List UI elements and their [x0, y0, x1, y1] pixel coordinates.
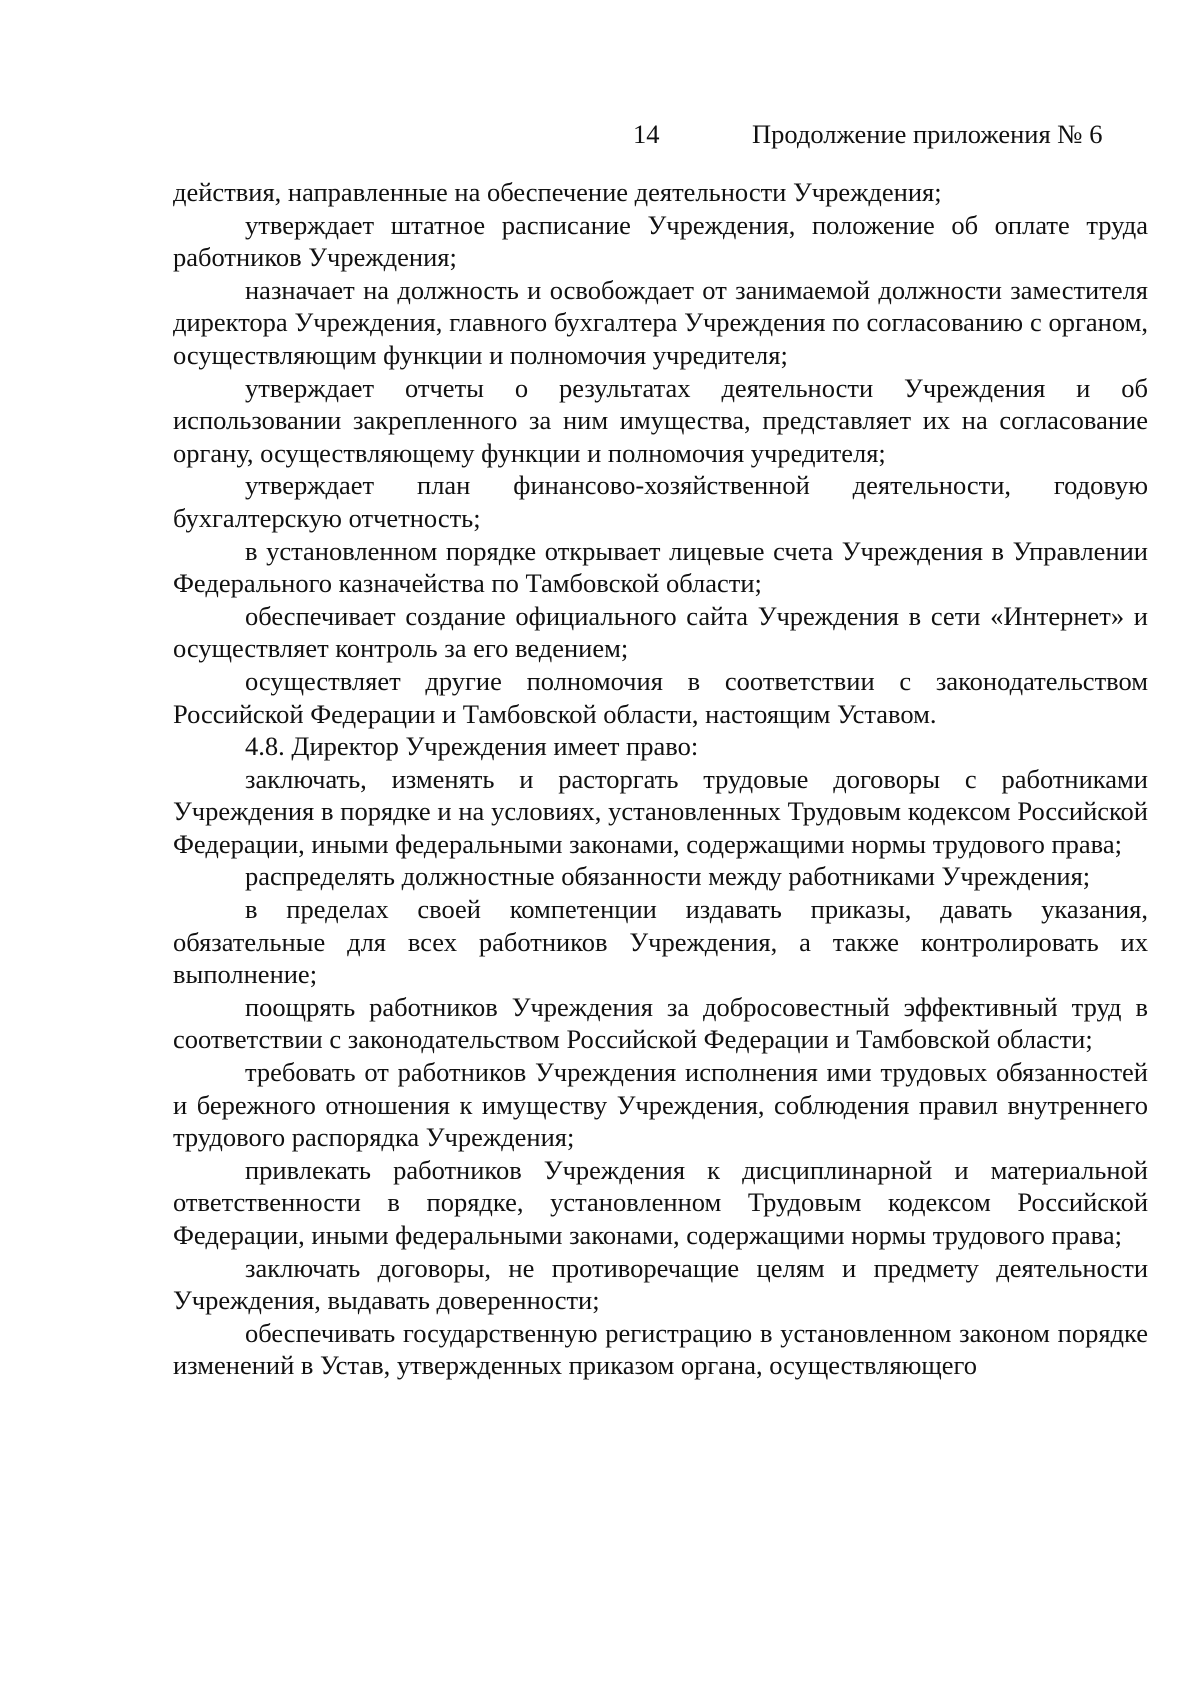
paragraph: утверждает план финансово-хозяйственной деятельности, годовую бухгалтерскую отчетность; [173, 470, 1148, 533]
paragraph: действия, направленные на обеспечение деятельности Учреждения; [173, 177, 942, 207]
page-number: 14 [633, 119, 660, 149]
paragraph: в пределах своей компетенции издавать приказы, давать указания, обязательные для всех работников Учреждения, а также контролировать их выполнение; [173, 894, 1148, 990]
paragraph: утверждает отчеты о результатах деятельности Учреждения и об использовании закрепленного за ним имущества, представляет их на согласование органу, осуществляющему функции и полномочия учредителя; [173, 372, 1148, 468]
paragraph: в установленном порядке открывает лицевые счета Учреждения в Управлении Федерального казначейства по Тамбовской области; [173, 535, 1148, 599]
paragraph: назначает на должность и освобождает от занимаемой должности заместителя директора Учреждения, главного бухгалтера Учреждения по согласованию с органом, осуществляющим функции и полномочия учредителя; [173, 274, 1148, 370]
section-heading: 4.8. Директор Учреждения имеет право: [245, 731, 699, 762]
paragraph: поощрять работников Учреждения за добросовестный эффективный труд в соответствии с законодательством Российской Федерации и Тамбовской области; [173, 991, 1148, 1055]
paragraph: распределять должностные обязанности между работниками Учреждения; [245, 861, 1091, 892]
paragraph: заключать, изменять и расторгать трудовые договоры с работниками Учреждения в порядке и на условиях, установленных Трудовым кодексом Российской Федерации, иными федеральными законами, содержащими нормы трудового права; [173, 763, 1148, 859]
paragraph: привлекать работников Учреждения к дисциплинарной и материальной ответственности в порядке, установленном Трудовым кодексом Российской Федерации, иными федеральными законами, содержащими нормы трудового права; [173, 1154, 1148, 1250]
paragraph: обеспечивать государственную регистрацию в установленном законом порядке изменений в Устав, утвержденных приказом органа, осуществляющего [173, 1317, 1148, 1381]
paragraph: заключать договоры, не противоречащие целям и предмету деятельности Учреждения, выдавать доверенности; [173, 1252, 1148, 1316]
paragraph: утверждает штатное расписание Учреждения, положение об оплате труда работников Учреждения; [173, 209, 1148, 273]
document-body [173, 176, 1148, 1382]
appendix-title: Продолжение приложения № 6 [752, 119, 1103, 149]
paragraph: требовать от работников Учреждения исполнения ими трудовых обязанностей и бережного отношения к имуществу Учреждения, соблюдения правил внутреннего трудового распорядка Учреждения; [173, 1057, 1148, 1153]
page-header [0, 114, 1200, 154]
paragraph: обеспечивает создание официального сайта Учреждения в сети «Интернет» и осуществляет контроль за его ведением; [173, 600, 1148, 664]
paragraph: осуществляет другие полномочия в соответствии с законодательством Российской Федерации и Тамбовской области, настоящим Уставом. [173, 665, 1148, 729]
